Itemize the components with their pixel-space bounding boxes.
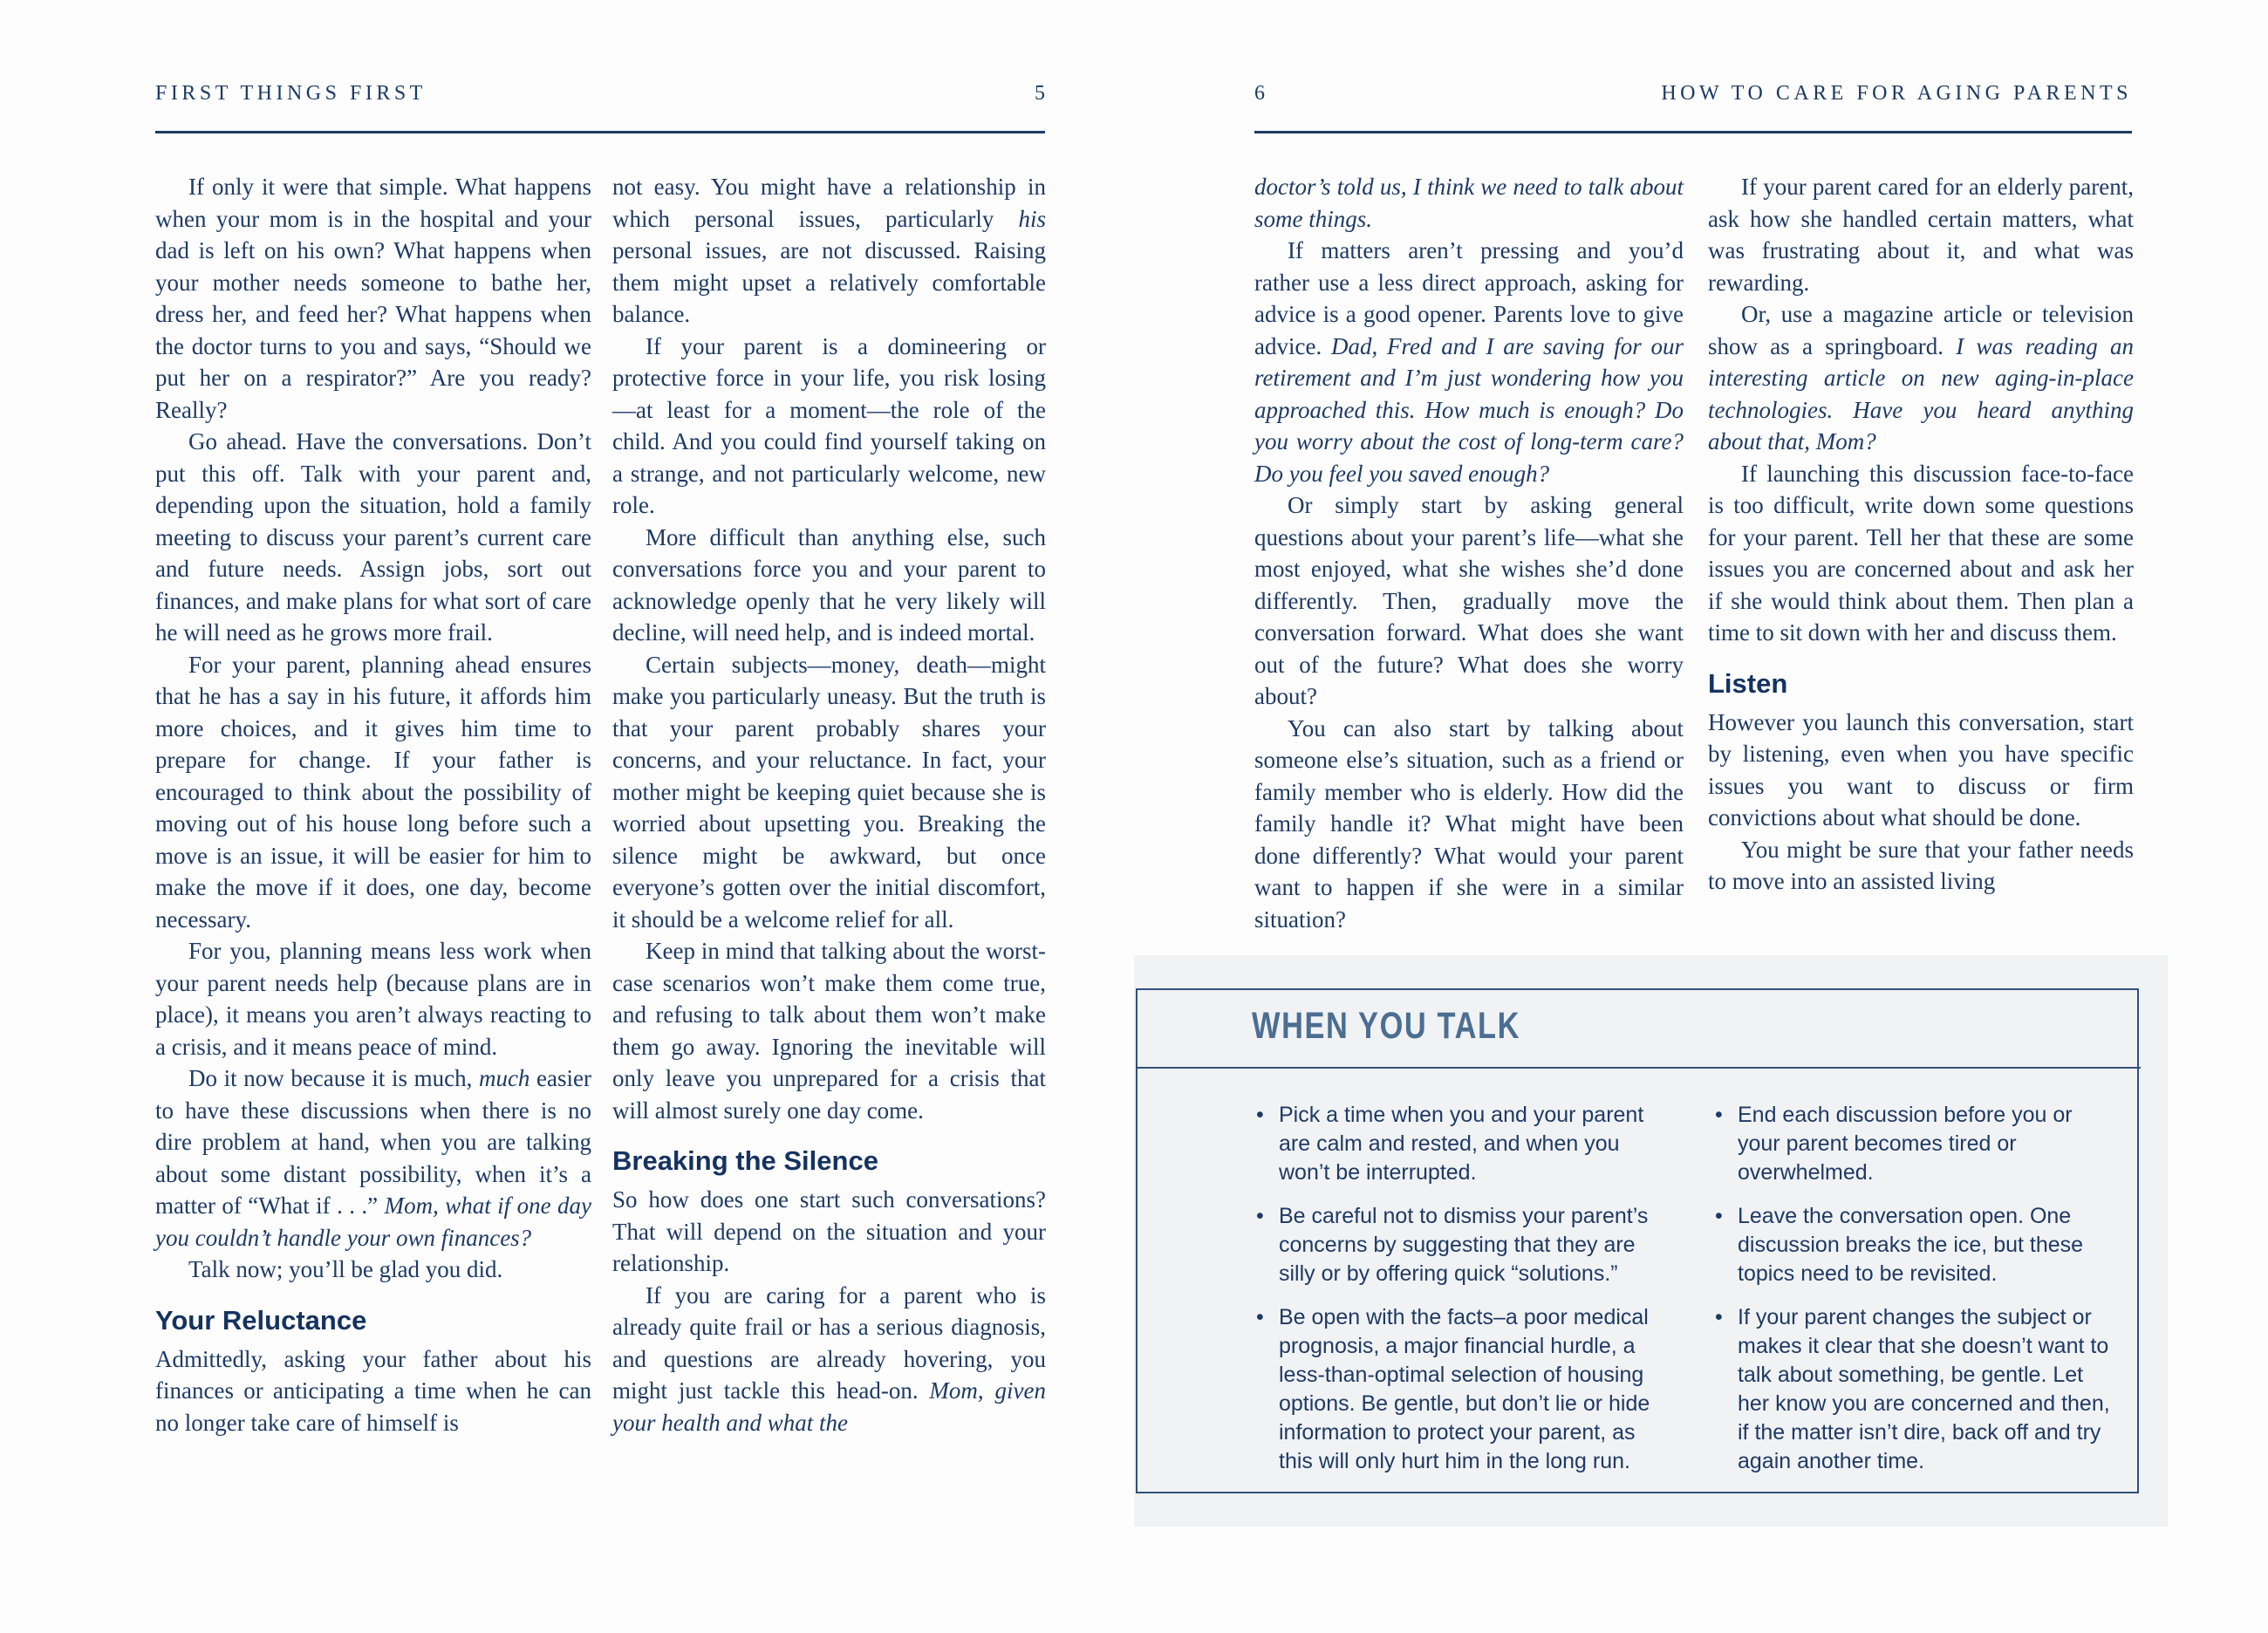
paragraph — [1708, 298, 2134, 458]
bullet-item: • End each discussion before you or your parent becomes tired or overwhelmed. — [1711, 1101, 2117, 1187]
italic-text-run: much — [478, 1065, 530, 1091]
page-number-right: 6 — [1254, 82, 1265, 105]
right-page-header — [1254, 82, 2132, 106]
text-run: However you launch this conversation, start by listening, even when you have specific issues you want to discuss or firm convictions about what should be done. — [1708, 708, 2134, 830]
text-run: If launching this discussion face-to-face is too difficult, write down some questions for your parent. Tell her that these are some issues you are concerned about and ask her if she would think about them. Then plan a time to sit down with her and discuss them. — [1708, 460, 2134, 646]
section-heading: Your Reluctance — [155, 1304, 367, 1336]
italic-text-run: Dad, Fred and I are saving for our retirement and I’m just wondering how you approached this. How much is enough? Do you worry about the cost of long-term care? Do you feel you saved enough? — [1254, 332, 1684, 487]
paragraph — [612, 1184, 1046, 1280]
text-run: not easy. You might have a relationship in which personal issues, particularly — [612, 174, 1046, 232]
text-run: Keep in mind that talking about the worst-case scenarios won’t make them come true, and refusing to talk about them won’t make them go away. Ignoring the inevitable will only leave you unprepared for a crisis that will almost surely one day come. — [612, 938, 1046, 1124]
paragraph — [1708, 458, 2134, 649]
paragraph — [1708, 171, 2134, 298]
paragraph — [155, 935, 591, 1062]
paragraph — [155, 1343, 591, 1439]
text-run: If your parent cared for an elderly parent, ask how she handled certain matters, what was frustrating about it, and what was rewarding. — [1708, 174, 2134, 296]
left-page-column-1 — [155, 171, 591, 1438]
text-run: If your parent is a domineering or protective force in your life, you risk losing—at least for a moment—the role of the child. And you could find yourself taking on a strange, and not particularly welcome, new role. — [612, 332, 1046, 518]
bullet-item: • Pick a time when you and your parent are calm and rested, and when you won’t be interrupted. — [1253, 1101, 1667, 1187]
paragraph — [612, 331, 1046, 522]
text-run: More difficult than anything else, such conversations force you and your parent to acknowledge openly that he very likely will decline, will need help, and is indeed mortal. — [612, 523, 1046, 646]
bullet-item: • If your parent changes the subject or makes it clear that she doesn’t want to talk about something, be gentle. Let her know you are concerned and then, if the matter isn’t dire, back off and try again another time. — [1711, 1303, 2117, 1476]
paragraph — [155, 426, 591, 649]
text-run: Go ahead. Have the conversations. Don’t put this off. Talk with your parent and, depending upon the situation, hold a family meeting to discuss your parent’s current care and future needs. Assign jobs, sort out finances, and make plans for what sort of care he will need as he grows more frail. — [155, 428, 591, 646]
text-run: easier to have these discussions when there is no dire problem at hand, when you are talking about some distant possibility, when it’s a matter of “What if . . .” — [155, 1065, 591, 1219]
section-heading: Listen — [1708, 667, 1788, 699]
text-run: personal issues, are not discussed. Raising them might upset a relatively comfortable balance. — [612, 237, 1046, 327]
text-run: Admittedly, asking your father about his finances or anticipating a time when he can no longer take care of himself is — [155, 1345, 591, 1436]
text-run: Or simply start by asking general questions about your parent’s life—what she most enjoyed, what she wishes she’d done differently. Then, gradually move the conversation forward. What does she want out of the future? What does she worry about? — [1254, 492, 1684, 709]
paragraph — [1254, 713, 1684, 936]
bullet-item: • Be open with the facts–a poor medical prognosis, a major financial hurdle, a less-than-optimal selection of housing options. Be gentle, but don’t lie or hide information to protect your parent, as this will only hurt him in the long run. — [1253, 1303, 1667, 1476]
paragraph — [1254, 235, 1684, 489]
header-rule-left — [155, 131, 1045, 133]
text-run: Do it now because it is much, — [188, 1065, 479, 1091]
paragraph — [1708, 834, 2134, 898]
bullet-item: • Leave the conversation open. One discussion breaks the ice, but these topics need to be revisited. — [1711, 1202, 2117, 1288]
paragraph — [612, 935, 1046, 1126]
right-page-column-1 — [1254, 171, 1684, 935]
callout-bullet-list-left — [1253, 1101, 1667, 1491]
text-run: Talk now; you’ll be glad you did. — [188, 1256, 503, 1282]
text-run: Or, use a magazine article or television show as a springboard. — [1708, 301, 2134, 359]
paragraph — [612, 1280, 1046, 1439]
running-head-left: FIRST THINGS FIRST — [155, 82, 427, 105]
paragraph — [612, 522, 1046, 649]
callout-title: WHEN YOU TALK — [1252, 1005, 1521, 1047]
text-run: So how does one start such conversations? That will depend on the situation and your relationship. — [612, 1186, 1046, 1276]
paragraph — [155, 649, 591, 936]
text-run: If you are caring for a parent who is already quite frail or has a serious diagnosis, and questions are already hovering, you might just tackle this head-on. — [612, 1281, 1046, 1404]
header-rule-right — [1254, 131, 2132, 133]
italic-text-run: I was reading an interesting article on new aging-in-place technologies. Have you heard anything about that, Mom? — [1708, 332, 2134, 454]
running-head-right: HOW TO CARE FOR AGING PARENTS — [1661, 82, 2132, 105]
bullet-item: • Be careful not to dismiss your parent’s concerns by suggesting that they are silly or by offering quick “solutions.” — [1253, 1202, 1667, 1288]
text-run: You can also start by talking about someone else’s situation, such as a friend or family member who is elderly. How did the family handle it? What might have been done differently? What would your parent want to happen if she were in a similar situation? — [1254, 714, 1684, 933]
paragraph — [612, 649, 1046, 936]
paragraph — [612, 171, 1046, 331]
paragraph — [155, 1062, 591, 1254]
text-run: For you, planning means less work when your parent needs help (because plans are in place), it means you aren’t always reacting to a crisis, and it means peace of mind. — [155, 938, 591, 1060]
page-number-left: 5 — [1035, 82, 1045, 105]
text-run: If only it were that simple. What happens when your mom is in the hospital and your dad is left on his own? What happens when your mother needs someone to bathe her, dress her, and feed her? What happens when the doctor turns to you and says, “Should we put her on a respirator?” Are you ready? Really? — [155, 174, 591, 423]
italic-text-run: Mom, what if one day you couldn’t handle your own finances? — [155, 1192, 591, 1251]
italic-text-run: Mom, given your health and what the — [612, 1377, 1046, 1436]
right-page-column-2 — [1708, 171, 2134, 898]
section-heading: Breaking the Silence — [612, 1145, 878, 1176]
paragraph — [1254, 489, 1684, 713]
paragraph — [1708, 707, 2134, 834]
left-page-column-2 — [612, 171, 1046, 1438]
text-run: Certain subjects—money, death—might make you particularly uneasy. But the truth is that your parent probably shares your concerns, and your reluctance. In fact, your mother might be keeping quiet because she is worried about upsetting you. Breaking the silence might be awkward, but once everyone’s gotten over the initial discomfort, it should be a welcome relief for all. — [612, 651, 1046, 933]
left-page-header — [155, 82, 1045, 106]
callout-bullet-list-right — [1711, 1101, 2117, 1491]
text-run: You might be sure that your father needs to move into an assisted living — [1708, 836, 2134, 894]
paragraph — [1254, 171, 1684, 235]
italic-text-run: his — [1018, 205, 1046, 232]
text-run: If matters aren’t pressing and you’d rather use a less direct approach, asking for advice is a good opener. Parents love to give advice. — [1254, 237, 1684, 359]
paragraph — [155, 171, 591, 426]
text-run: For your parent, planning ahead ensures that he has a say in his future, it affords him more choices, and it gives him time to prepare for change. If your father is encouraged to think about the possibility of moving out of his house long before such a move is an issue, it will be easier for him to make the move if it does, one day, become necessary. — [155, 651, 591, 933]
italic-text-run: doctor’s told us, I think we need to talk about some things. — [1254, 174, 1684, 232]
paragraph — [155, 1254, 591, 1286]
callout-title-divider — [1136, 1067, 2141, 1069]
